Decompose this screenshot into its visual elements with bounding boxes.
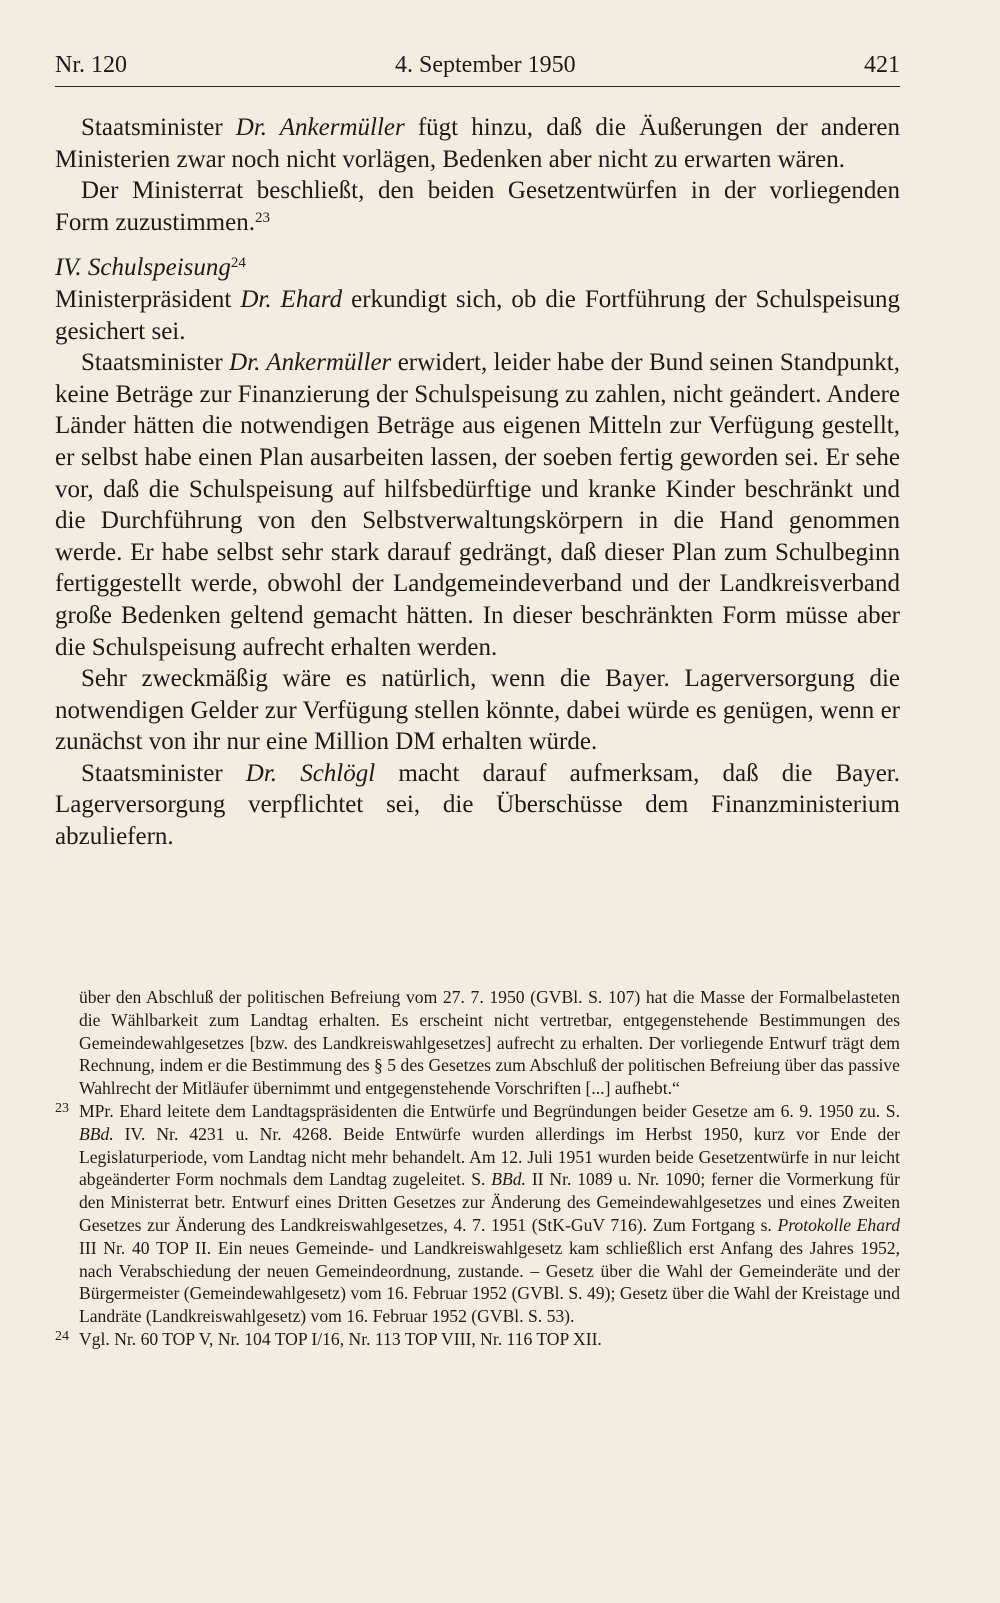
footnote-text: Vgl. Nr. 60 TOP V, Nr. 104 TOP I/16, Nr. 113 TOP VIII, Nr. 116 TOP XII. — [79, 1328, 602, 1349]
footnote-23 — [55, 1100, 900, 1328]
section-heading — [55, 252, 900, 284]
footnote-text: über den Abschluß der politischen Befreiung vom 27. 7. 1950 (GVBl. S. 107) hat die Masse der Formalbelasteten die Wählbarkeit zum Landtag erhalten. Es erscheint nicht vertretbar, entgegenstehende Bestimmungen des Gemeindewahlgesetzes [bzw. des Landkreiswahlgesetzes] aufrecht zu erhalten. Der vorliegende Entwurf trägt dem Rechnung, indem er die Bestimmung des § 5 des Gesetzes zum Abschluß der politischen Befreiung über das passive Wahlrecht der Mitläufer übernimmt und entgegenstehende Vorschriften [...] aufhebt.“ — [79, 987, 900, 1099]
footnote-text: II Nr. 1089 u. Nr. 1090; ferner die Vormerkung für den Ministerrat betr. Entwurf eines Dritten Gesetzes zur Änderung des Gemeindewahlgesetzes und eines Zweiten Gesetzes zur Änderung des Landkreiswahlgesetzes, 4. 7. 1951 (StK-GuV 716). Zum Fortgang s. — [79, 1169, 900, 1235]
paragraph-text: Staatsminister — [81, 349, 230, 377]
page-header — [55, 46, 900, 87]
footnote-ref-23[interactable]: 23 — [254, 209, 270, 226]
footnote-number: 24 — [55, 1328, 69, 1344]
footnote-24 — [55, 1328, 900, 1351]
citation-abbrev: BBd. — [491, 1169, 526, 1190]
footnote-ref-24[interactable]: 24 — [230, 255, 246, 272]
paragraph-text: erkundigt sich, ob die Fortführung der Schulspeisung gesichert sei. — [55, 285, 900, 345]
paragraph-text: Staatsminister — [81, 114, 236, 141]
paragraph-4 — [55, 347, 900, 663]
page-number: 421 — [864, 52, 900, 78]
citation-abbrev: BBd. — [79, 1123, 114, 1144]
footnotes — [55, 986, 900, 1351]
paragraph-1 — [55, 112, 900, 175]
issue-number: Nr. 120 — [55, 52, 127, 78]
paragraph-text: Der Ministerrat beschließt, den beiden Gesetzentwürfen in der vorliegenden Form zuzustimmen. — [55, 177, 900, 236]
paragraph-text: Staatsminister — [81, 759, 246, 787]
paragraph-6 — [55, 758, 900, 853]
footnote-text: III Nr. 40 TOP II. Ein neues Gemeinde- und Landkreiswahlgesetz kam schließlich erst Anfang des Jahres 1952, nach Verabschiedung der neuen Gemeindeordnung, zustande. – Gesetz über die Wahl der Gemeinderäte und der Bürgermeister (Gemeindewahlgesetz) vom 16. Februar 1952 (GVBl. S. 49); Gesetz über die Wahl der Kreistage und Landräte (Landkreiswahlgesetz) vom 16. Februar 1952 (GVBl. S. 53). — [79, 1237, 900, 1327]
section-heading-text: IV. Schulspeisung — [55, 254, 231, 282]
footnote-text: IV. Nr. 4231 u. Nr. 4268. Beide Entwürfe wurden allerdings im Herbst 1950, kurz vor Ende der Legislaturperiode, vom Landtag nicht mehr behandelt. Am 12. Juli 1951 wurden beide Gesetzentwürfe in nur leicht abgeänderter Form nochmals dem Landtag zugeleitet. S. — [79, 1123, 900, 1190]
paragraph-text: Sehr zweckmäßig wäre es natürlich, wenn die Bayer. Lagerversorgung die notwendigen Gelder zur Verfügung stellen könnte, dabei würde es genügen, wenn er zunächst von ihr nur eine Million DM erhalten würde. — [55, 665, 900, 756]
paragraph-2 — [55, 175, 900, 238]
footnote-text: MPr. Ehard leitete dem Landtagspräsidenten die Entwürfe und Begründungen beider Gesetze am 6. 9. 1950 zu. S. — [79, 1100, 900, 1121]
citation-title: Protokolle Ehard — [777, 1214, 901, 1235]
speaker-name: Dr. Ankermüller — [229, 349, 392, 377]
paragraph-text: Ministerpräsident — [55, 285, 241, 313]
main-text — [55, 112, 900, 853]
speaker-name: Dr. Schlögl — [245, 759, 376, 787]
paragraph-text: macht darauf aufmerksam, daß die Bayer. Lagerversorgung verpflichtet sei, die Überschüsse dem Finanzministerium abzuliefern. — [55, 759, 901, 851]
meeting-date: 4. September 1950 — [395, 52, 576, 78]
paragraph-text: fügt hinzu, daß die Äußerungen der anderen Ministerien zwar noch nicht vorlägen, Bedenken aber nicht zu erwarten wären. — [55, 114, 900, 173]
footnote-number: 23 — [55, 1100, 69, 1116]
speaker-name: Dr. Ehard — [240, 285, 343, 313]
paragraph-text: erwidert, leider habe der Bund seinen Standpunkt, keine Beträge zur Finanzierung der Schulspeisung zu zahlen, nicht geändert. Andere Länder hätten die notwendigen Beträge aus eigenen Mitteln zur Verfügung gestellt, er selbst habe einen Plan ausarbeiten lassen, der soeben fertig geworden sei. Er sehe vor, daß die Schulspeisung auf hilfsbedürftige und kranke Kinder beschränkt und die Durchführung von den Selbstverwaltungskörpern in die Hand genommen werde. Er habe selbst sehr stark darauf gedrängt, daß dieser Plan zum Schulbeginn fertiggestellt werde, obwohl der Landgemeindeverband und der Landkreisverband große Bedenken geltend gemacht hätten. In dieser beschränkten Form müsse aber die Schulspeisung aufrecht erhalten werden. — [55, 349, 900, 661]
paragraph-5 — [55, 663, 900, 758]
paragraph-3 — [55, 284, 900, 347]
footnote-continuation — [55, 986, 900, 1100]
speaker-name: Dr. Ankermüller — [235, 114, 405, 141]
